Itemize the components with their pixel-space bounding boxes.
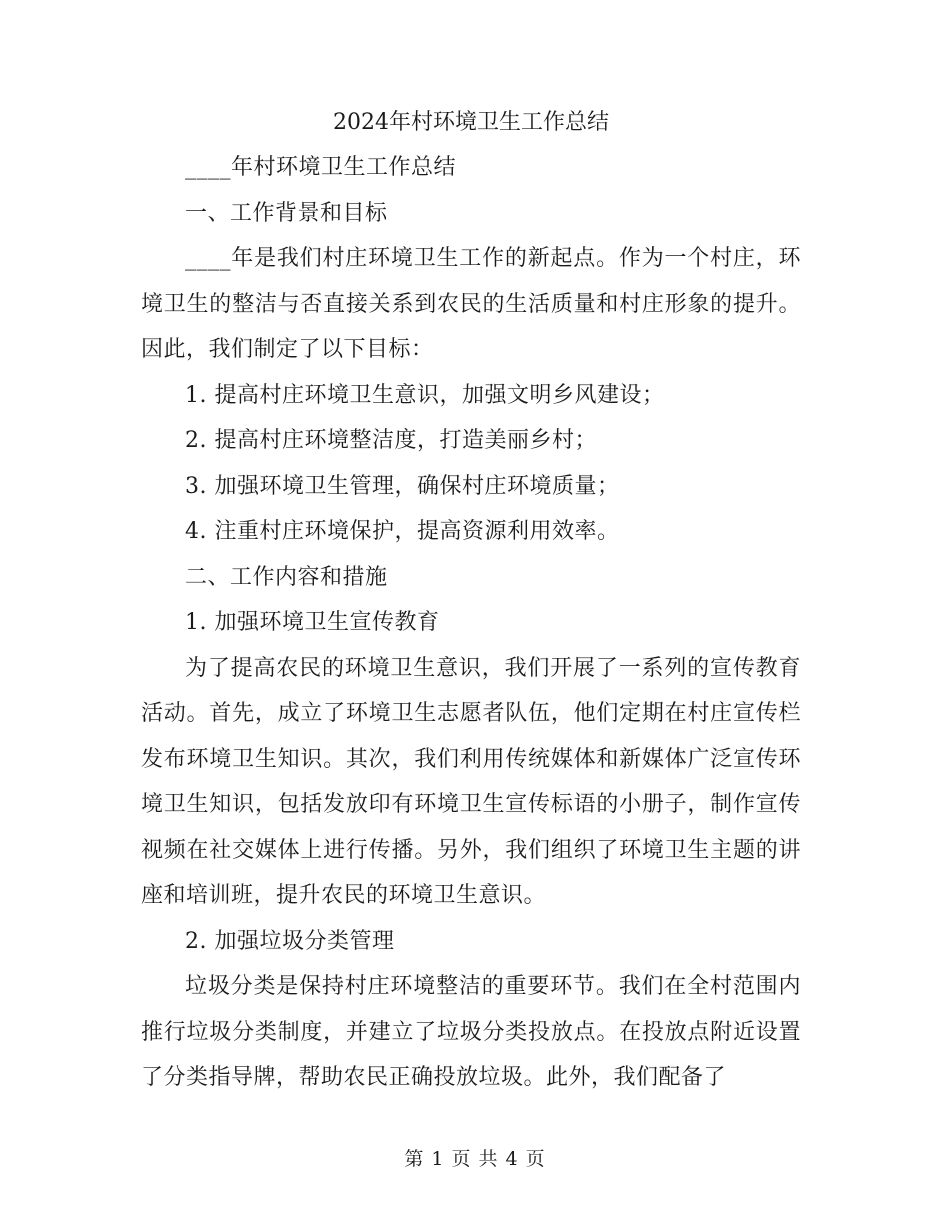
subheading-education: 1. 加强环境卫生宣传教育 [185, 610, 440, 635]
paragraph-education: 为了提高农民的环境卫生意识，我们开展了一系列的宣传教育活动。首先，成立了环境卫生志愿者队伍，他们定期在村庄宣传栏发布环境卫生知识。其次，我们利用传统媒体和新媒体广泛宣传环境卫生知识，包括发放印有环境卫生宣传标语的小册子，制作宣传视频在社交媒体上进行传播。另外，我们组织了环境卫生主题的讲座和培训班，提升农民的环境卫生意识。 [141, 655, 801, 908]
page-number-footer: 第 1 页 共 4 页 [404, 1148, 546, 1170]
goal-item-2: 2. 提高村庄环境整洁度，打造美丽乡村； [185, 428, 597, 453]
paragraph-subtitle: ____年村环境卫生工作总结 [185, 155, 457, 180]
paragraph-background: ____年是我们村庄环境卫生工作的新起点。作为一个村庄，环境卫生的整洁与否直接关系到农民的生活质量和村庄形象的提升。因此，我们制定了以下目标： [141, 246, 801, 362]
section-heading-measures: 二、工作内容和措施 [185, 564, 388, 590]
subheading-waste-sorting: 2. 加强垃圾分类管理 [185, 928, 395, 954]
document-body [141, 100, 801, 1101]
goal-item-4: 4. 注重村庄环境保护，提高资源利用效率。 [185, 519, 620, 544]
goal-item-1: 1. 提高村庄环境卫生意识，加强文明乡风建设； [185, 382, 665, 408]
goal-item-3: 3. 加强环境卫生管理，确保村庄环境质量； [185, 473, 620, 499]
document-title: 2024年村环境卫生工作总结 [333, 110, 609, 135]
section-heading-background: 一、工作背景和目标 [185, 200, 388, 226]
paragraph-waste-sorting: 垃圾分类是保持村庄环境整洁的重要环节。我们在全村范围内推行垃圾分类制度，并建立了垃圾分类投放点。在投放点附近设置了分类指导牌，帮助农民正确投放垃圾。此外，我们配备了 [141, 974, 801, 1090]
